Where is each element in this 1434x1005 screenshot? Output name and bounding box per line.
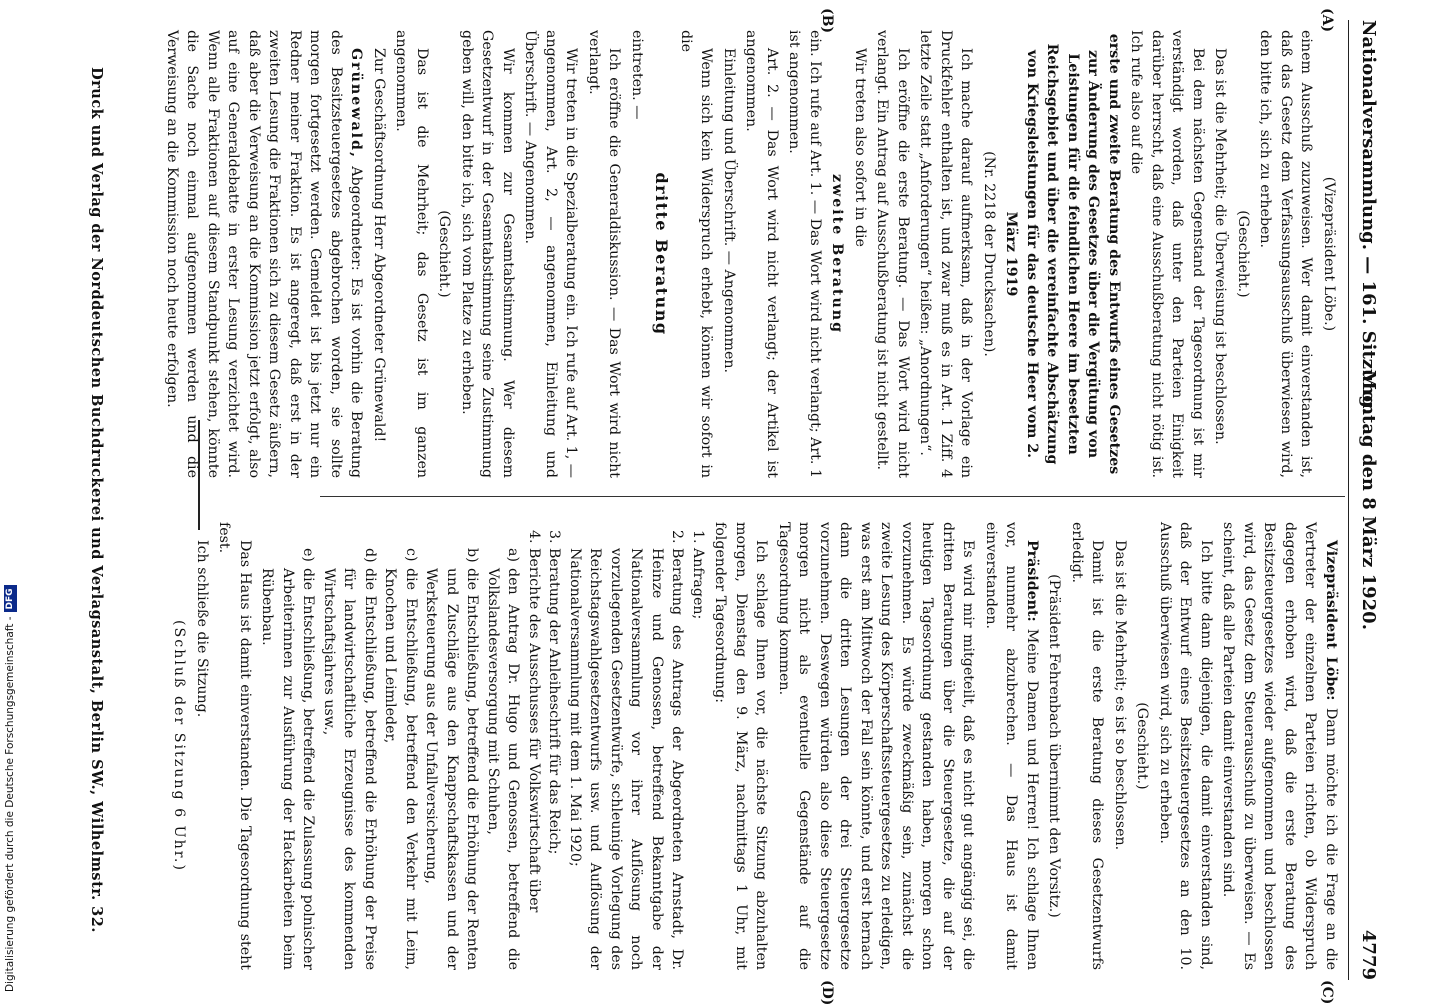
header-rule (1348, 20, 1349, 980)
end-rule (198, 420, 200, 530)
header-left: Nationalversammlung. — 161. Sitzung. (1358, 20, 1379, 415)
closing-note: (Schluß der Sitzung 6 Uhr.) (171, 620, 188, 872)
paragraph: Art. 2. — Das Wort wird nicht verlangt; der Artikel ist angenommen. (743, 30, 780, 478)
speech-text: Dann möchte ich die Frage an die Vertreter der einzelnen Parteien richten, ob Widerspruch dagegen erhoben wird, daß die erste Beratung des Besitzsteuergesetzes wieder aufgenommen und beschlossen wird, das Gesetz dem Steuerausschuß zu überweisen. — Es scheint, daß alle Parteien damit einverstanden sind. (1220, 522, 1339, 970)
subitem-marker: d) (362, 548, 378, 563)
paragraph: ein. Ich rufe auf Art. 1. — Das Wort wird nicht verlangt; Art. 1 ist angenommen. (786, 30, 823, 478)
header-center: Montag den 8 März 1920. (1358, 370, 1379, 630)
paragraph: Es wird mir mitgeteilt, daß es nicht gut angängig sei, die dritten Beratungen über die Steuergesetze, die auf der heutigen Tagesordnung gestanden haben, morgen schon vorzunehmen. Es würde zweckmäßig sein, zunächst die zweite Lesung des Körperschaftssteuergesetzes zu erledigen, was erst am Mittwoch der Fall sein könnte, und erst hernach dann die dritten Lesungen der drei Steuergesetze vorzunehmen. Deswegen würden also diese Steuergesetze morgen nicht als eventuelle Gegenstände auf die Tagesordnung kommen. (776, 522, 977, 970)
agenda-item: 2. Beratung des Antrags der Abgeordneten Arnstadt, Dr. Heinze und Genossen, betreffend Bekanntgabe der Nationalversammlung vor ihrer Auflösung noch vorzulegenden Gesetzentwürfe, schleunige Vorlegung des Reichstagswahlgesetzentwurfs usw. und Auflösung der Nationalversammlung mit dem 1. Mai 1920; (565, 548, 688, 970)
agenda-item: 1. Anfragen; (688, 548, 709, 970)
paragraph: Ich schlage Ihnen vor, die nächste Sitzung abzuhalten morgen, Dienstag den 9. März, nachmittags 1 Uhr, mit folgender Tagesordnung: (712, 522, 770, 970)
subitem-text: die Entschließung, betreffend den Verkehr mit Leim, Knochen und Leimleder, (382, 568, 419, 970)
drucksache-ref: (Nr. 2218 der Drucksachen). (981, 151, 997, 357)
subitem-text: den Antrag Dr. Hugo und Genossen, betreffend die Volkslandesversorgung mit Schuhen, (485, 568, 522, 970)
paragraph: Zur Geschäftsordnung Herr Abgeordneter Grünewald! (371, 48, 387, 443)
subitem-marker: c) (403, 548, 419, 562)
agenda-subitem (483, 548, 524, 970)
agenda-list (257, 522, 708, 970)
page-header (1351, 20, 1379, 980)
dfg-logo: DFG (4, 585, 17, 612)
paragraph: Wenn sich kein Widerspruch erhebt, können wir sofort in die (678, 30, 715, 478)
paragraph: Wir treten in die Spezialberatung ein. Ich rufe auf Art. 1, — angenommen, Art. 2, — angenommen, Einleitung und Überschrift. — Angenommen. (522, 30, 580, 478)
rotated-page (25, 0, 1395, 1005)
paragraph: Ich schließe die Sitzung. (194, 540, 210, 718)
paragraph: einem Ausschuß zuzuweisen. Wer damit einverstanden ist, daß das Gesetz dem Verfassungsausschuß überwiesen wird, den bitte ich, sich zu erheben. (1257, 30, 1315, 478)
agenda-subitem (257, 548, 319, 970)
speaker-tag: (Vizepräsident Löbe.) (1321, 176, 1337, 332)
paragraph: Ich bitte dann diejenigen, die damit einverstanden sind, daß der Entwurf eines Besitzsteuergesetzes an den 10. Ausschuß überwiesen wird, sich zu erheben. (1157, 522, 1214, 970)
paragraph: Ich eröffne die Generaldiskussion. — Das Wort wird nicht verlangt. (586, 30, 623, 478)
paragraph: Das Haus ist damit einverstanden. Die Tagesordnung steht fest. (216, 522, 253, 970)
paragraph: Wir treten also sofort in die (852, 48, 868, 247)
subitem-marker: e) (300, 548, 317, 562)
agenda-title: erste und zweite Beratung des Entwurfs eines Gesetzes zur Änderung des Gesetzes über die Vergütung von Leistungen für die feindlichen Heere im besetzten Reichsgebiet und über die vereinfachte Abschätzung von Kriegsleistungen für das deutsche Heer vom 2. März 1919 (1003, 33, 1122, 475)
paragraph: Damit ist die erste Beratung dieses Gesetzentwurfs erledigt. (1069, 522, 1106, 970)
stage-direction: (Geschieht.) (1134, 702, 1151, 790)
agenda-subitem (319, 548, 381, 970)
margin-b: (B) (819, 8, 835, 34)
subitem-text: die Entschließung, betreffend die Erhöhung der Renten und Zuschläge aus den Knappschaftskassen und der Werksteuerung aus der Unfallversicherung, (423, 568, 481, 970)
agenda-item (257, 548, 544, 970)
digitalisation-text: Digitalisierung gefördert durch die Deutsche Forschungsgemeinschaft - (4, 616, 16, 992)
header-page-number: 4779 (1358, 929, 1379, 980)
subitem-marker: b) (464, 548, 481, 563)
paragraph: Das ist die Mehrheit; die Überweisung ist beschlossen. (1212, 48, 1229, 445)
agenda-subitem (380, 548, 421, 970)
agenda-item-text: Berichte des Ausschusses für Volkswirtschaft über (526, 548, 542, 913)
speech-paragraph (981, 522, 1043, 970)
printer-imprint: Druck und Verlag der Norddeutschen Buchdruckerei und Verlagsanstalt, Berlin SW., Wilhelmstr. 32. (88, 67, 105, 933)
heading-zweite-beratung: zweite Beratung (829, 174, 846, 334)
paragraph: Das ist die Mehrheit; das Gesetz ist im ganzen angenommen. (393, 30, 430, 478)
agenda-sublist (257, 548, 524, 970)
column-rule (320, 496, 1345, 497)
subitem-text: die Entschließung, betreffend die Zulassung polnischer Arbeiterinnen zur Ausführung der Hackarbeiten beim Rübenbau. (259, 568, 317, 970)
subitem-text: die Entschließung, betreffend die Erhöhung der Preise für landwirtschaftliche Erzeugnisse des kommenden Wirtschaftsjahres usw., (321, 568, 378, 970)
speaker-name: Vizepräsident Löbe: (1323, 540, 1339, 701)
agenda-subitem (421, 548, 483, 970)
agenda-item: 3. Beratung der Anleiheschrift für das Reich; (544, 548, 565, 970)
paragraph: eintreten. — (629, 30, 645, 120)
paragraph: Ich eröffne die erste Beratung. — Das Wort wird nicht verlangt. Ein Antrag auf Ausschußberatung ist nicht gestellt. (874, 30, 911, 478)
subitem-marker: a) (505, 548, 522, 562)
heading-dritte-beratung: dritte Beratung (652, 172, 672, 336)
paragraph: Bei dem nächsten Gegenstand der Tagesordnung ist mir verständigt worden, daß unter den Parteien Einigkeit darüber herrscht, daß eine Ausschußberatung nicht nötig ist. Ich rufe also auf die (1128, 30, 1206, 478)
chair-change: (Präsident Fehrenbach übernimmt den Vorsitz.) (1046, 574, 1063, 918)
digitalisation-strip (2, 0, 18, 1000)
paragraph: Ich mache darauf aufmerksam, daß in der Vorlage ein Druckfehler enthalten ist, und zwar muß es in Art. 1 Ziff. 4 letzte Zeile statt „Anforderungen“ heißen: „Anordnungen“. (917, 30, 975, 478)
stage-direction: (Geschieht.) (1235, 210, 1251, 298)
speaker-name: Grünewald, (348, 48, 365, 159)
speech-paragraph (1218, 522, 1341, 970)
speech-text: Meine Damen und Herren! Ich schlage Ihnen vor, nunmehr abzubrechen. — Das Haus ist damit einverstanden. (983, 522, 1040, 970)
speech-text: Abgeordneter: Es ist vorhin die Beratung des Besitzsteuergesetzes abgebrochen worden, sie sollte morgen fortgesetzt werden. Gemeldet ist bis jetzt nur ein Redner meiner Fraktion. Es ist angeregt, daß erst in der zweiten Lesung die Fraktionen sich zu diesem Gesetz äußern, daß aber die Verweisung an die Kommission jetzt erfolgt, also auf eine Generaldebatte in erster Lesung verzichtet wird. Wenn alle Fraktionen auf diesem Standpunkt stehen, könnte die Sache noch einmal aufgenommen werden und die Verweisung an die Kommission noch heute erfolgen. (164, 30, 365, 478)
stage-direction: (Geschieht.) (436, 210, 453, 298)
speech-paragraph (162, 30, 367, 478)
margin-d: (D) (819, 980, 835, 1005)
margin-a: (A) (1319, 8, 1335, 33)
paragraph: Einleitung und Überschrift. — Angenommen. (721, 48, 737, 373)
left-column (164, 30, 1341, 478)
speaker-name: Präsident: (1024, 540, 1040, 622)
right-column (171, 522, 1341, 970)
margin-c: (C) (1319, 980, 1335, 1005)
paragraph: Wir kommen zur Gesamtabstimmung. Wer diesem Gesetzentwurf in der Gesamtabstimmung seine Zustimmung geben will, den bitte ich, sich vom Platze zu erheben. (459, 30, 516, 478)
paragraph: Das ist die Mehrheit; es ist so beschlossen. (1112, 540, 1128, 851)
